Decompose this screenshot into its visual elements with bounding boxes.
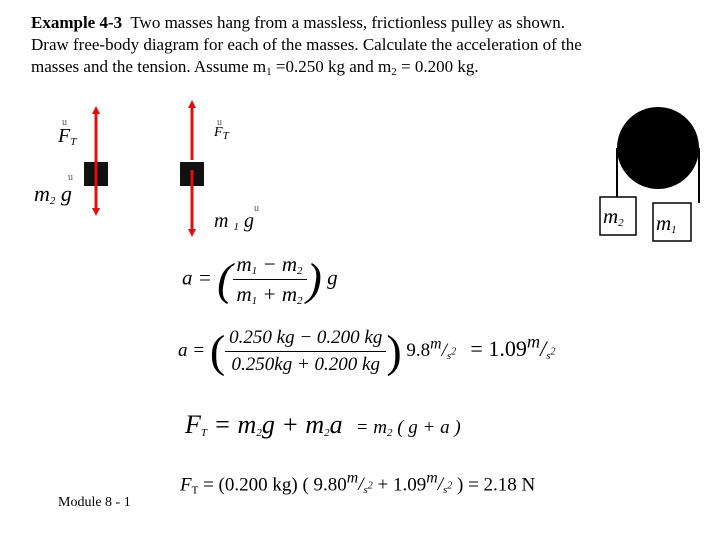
- example-heading: Example 4-3: [31, 13, 123, 32]
- vector-mark: u: [217, 117, 222, 128]
- pulley-label-m2: $m_2$: [603, 204, 624, 229]
- pulley-label-m1: $m_1$: [656, 211, 677, 236]
- pulley-wheel: [617, 107, 699, 189]
- problem-text-line1: Two masses hang from a massless, frictionless pulley as shown.: [130, 13, 565, 32]
- vector-mark: u: [254, 203, 259, 214]
- equation-tension-symbolic: $F_T = m_2g + m_2a = m_2$ ( g + a ): [185, 410, 461, 439]
- label-ft-left: $F_T$: [58, 125, 77, 148]
- vector-mark: u: [68, 172, 73, 183]
- label-m1g-right: m $_1$ g: [214, 210, 254, 233]
- problem-text-line3b: =0.250 kg and m: [271, 57, 392, 76]
- problem-text-line3a: masses and the tension. Assume m: [31, 57, 267, 76]
- problem-text-line3c: = 0.200 kg.: [396, 57, 479, 76]
- equation-acceleration-numeric: a = ( $\frac{0.250 kg - 0.200 kg}{0.250kg + 0.200 kg}$ ) $9.8^m/_{s^2}$ = $1.09^m/_{s^2}$: [178, 325, 556, 377]
- problem-text-line2: Draw free-body diagram for each of the masses. Calculate the acceleration of the: [31, 35, 582, 54]
- equation-tension-numeric: $F_T = (0.200$ kg) ( $9.80^m/_{s^2} + 1.09^m/_{s^2}$ ) = 2.18 N: [180, 470, 536, 497]
- equation-acceleration-symbolic: a = ( $\frac{m_1 - m_2}{m_1 + m_2}$ ) g: [182, 252, 338, 307]
- module-footer: Module 8 - 1: [58, 495, 131, 510]
- sub-2: 2: [391, 66, 397, 78]
- sub-1: 1: [266, 66, 272, 78]
- label-ft-right: $F_T$: [214, 125, 229, 142]
- vector-mark: u: [62, 117, 67, 128]
- label-m2g-left: $m_2$ g: [34, 181, 72, 207]
